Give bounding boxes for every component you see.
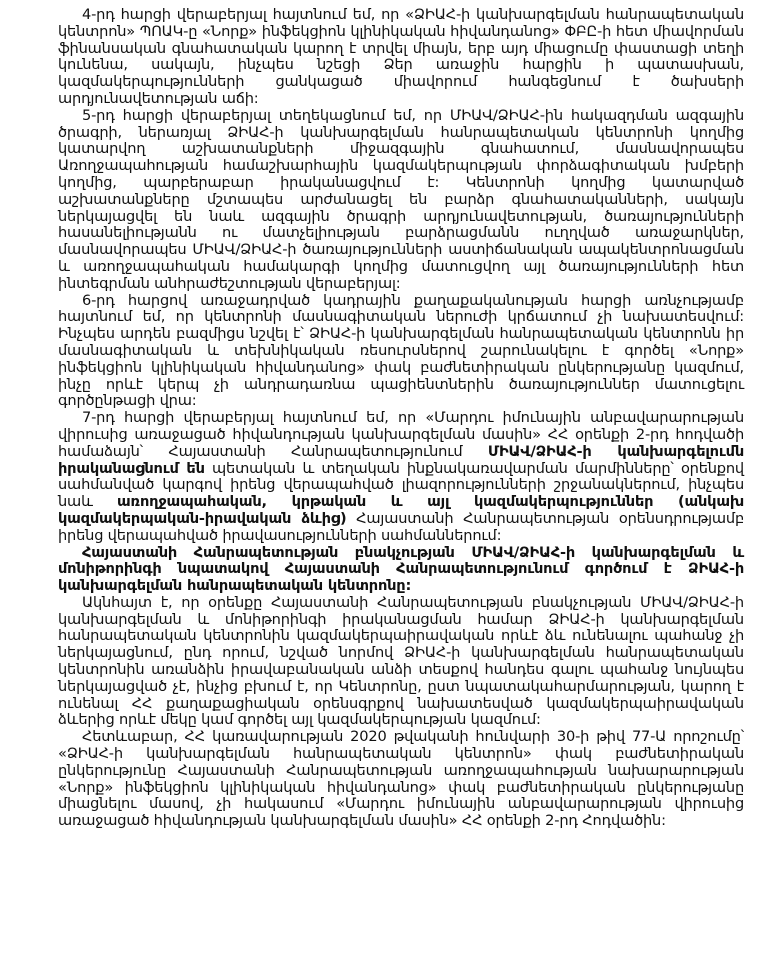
- bold-text-run: առողջապահական, կրթական և այլ կազմակերպություններ (անկախ կազմակերպական-իրավական ձևից): [58, 493, 744, 527]
- paragraph: [58, 595, 744, 729]
- paragraph: [58, 729, 744, 830]
- text-run: 7-րդ հարցի վերաբերյալ հայտնում եմ, որ «Մարդու իմունային անբավարարության վիրուսից առաջացած հիվանդության կանխարգելման մասին» ՀՀ օրենքի 2-րդ հոդվածի համաձայն՝ Հայաստանի Հանրապետությունում: [58, 409, 744, 460]
- bold-text-run: Հայաստանի Հանրապետության բնակչության ՄԻԱՎ/ՁԻԱՀ-ի կանխարգելման և մոնիթորինգի նպատակով Հայաստանի Հանրապետությունում գործում է ՁԻԱՀ-ի կանխարգելման հանրապետական կենտրոնը:: [58, 543, 744, 595]
- text-run: Հայաստանի Հանրապետության օրենսդրությամբ իրենց վերապահված իրավասությունների սահմաններում:: [58, 509, 744, 544]
- paragraph: [58, 108, 744, 293]
- bold-text-run: ՄԻԱՎ/ՁԻԱՀ-ի կանխարգելումն իրականացնում են: [58, 442, 744, 477]
- text-run: 4-րդ հարցի վերաբերյալ հայտնում եմ, որ «ՁԻԱՀ-ի կանխարգելման հանրապետական կենտրոն» ՊՈԱԿ-ը «Նորք» ինֆեկցիոն կլինիկական հիվանդանոց» ՓԲԸ-ի հետ միավորման ֆինանսական գնահատական կարող է տրվել միայն, երբ այդ միացումը փաստացի տեղի կունենա, սակայն, ինչպես նշեցի Ձեր առաջին հարցին ի պատասխան, կազմակերպությունների ցանկացած միավորում հանգեցնում է ծախսերի արդյունավետության աճի:: [58, 6, 744, 107]
- document-body: [58, 7, 744, 830]
- paragraph: [58, 7, 744, 108]
- text-run: պետական և տեղական ինքնակառավարման մարմինները՝ օրենքով սահմանված կարգով իրենց վերապահված լիազորությունների շրջանակներում, ինչպես նաև: [58, 459, 744, 511]
- paragraph: [58, 293, 744, 411]
- text-run: 6-րդ հարցով առաջադրված կադրային քաղաքականության հարցի առնչությամբ հայտնում եմ, որ կենտրոնի մասնագիտական ներուժի կրճատում չի նախատեսվում: Ինչպես արդեն բազմիցս նշվել է՝ ՁԻԱՀ-ի կանխարգելման հանրապետական կենտրոնն իր մասնագիտական և տեխնիկական ռեսուրսներով շարունակելու է գործել «Նորք» ինֆեկցիոն կլինիկական հիվանդանոց» փակ բաժնետիրական ընկերությանը կազմում, ինչը որևէ կերպ չի անդրադառնա պացիենտներին ծառայություններ մատուցելու գործընթացի վրա:: [58, 291, 744, 410]
- paragraph: [58, 545, 744, 595]
- text-run: 5-րդ հարցի վերաբերյալ տեղեկացնում եմ, որ ՄԻԱՎ/ՁԻԱՀ-ին հակազդման ազգային ծրագրի, ներառյալ ՁԻԱՀ-ի կանխարգելման հանրապետական կենտրոնի կողմից կատարվող աշխատանքների միջազգային գնահատում, մասնավորապես Առողջապահության համաշխարհային կազմակերպության փորձագիտական խմբերի կողմից, պարբերաբար իրականացվում է: Կենտրոնի կողմից կատարված աշխատանքները մշտապես արժանացել են բարձր գնահատականների, սակայն ներկայացվել են նաև ազգային ծրագրի արդյունավետության, ծառայությունների հասանելիությանն ու մատչելիության բարձրացմանն ուղղված առաջարկներ, մասնավորապես ՄԻԱՎ/ՁԻԱՀ-ի ծառայությունների աստիճանական ապակենտրոնացման և առողջապահական համակարգի կողմից մատուցվող այլ ծառայությունների հետ ինտեգրման անհրաժեշտության վերաբերյալ:: [58, 106, 744, 292]
- text-run: Ակնհայտ է, որ օրենքը Հայաստանի Հանրապետության բնակչության ՄԻԱՎ/ՁԻԱՀ-ի կանխարգելման և մոնիթորինգի իրականացման համար ՁԻԱՀ-ի կանխարգելման հանրապետական կենտրոնին կազմակերպաիրավական որևէ ձև ունենալու պահանջ չի ներկայացնում, ընդ որում, նշված նորմով ՁԻԱՀ-ի կանխարգելման հանրապետական կենտրոնին առանձին իրավաբանական անձի տեսքով հանդես գալու պահանջ նույնպես ներկայացված չէ, ինչից բխում է, որ Կենտրոնը, ըստ նպատակահարմարության, կարող է ունենալ ՀՀ քաղաքացիական օրենսգրքով նախատեսված կազմակերպաիրավական ձևերից որևէ մեկը կամ գործել այլ կազմակերպության կազմում:: [58, 593, 744, 729]
- text-run: Հետևաբար, ՀՀ կառավարության 2020 թվականի հունվարի 30-ի թիվ 77-Ա որոշումը՝ «ՁԻԱՀ-ի կանխարգելման հանրապետական կենտրոն» փակ բաժնետիրական ընկերությունը Հայաստանի Հանրապետության առողջապահության նախարարության «Նորք» ինֆեկցիոն կլինիկական հիվանդանոց» փակ բաժնետիրական ընկերությանը միացնելու մասով, չի հակասում «Մարդու իմունային անբավարարության վիրուսից առաջացած հիվանդության կանխարգելման մասին» ՀՀ օրենքի 2-րդ Հոդվածին:: [58, 728, 744, 830]
- paragraph: [58, 410, 744, 544]
